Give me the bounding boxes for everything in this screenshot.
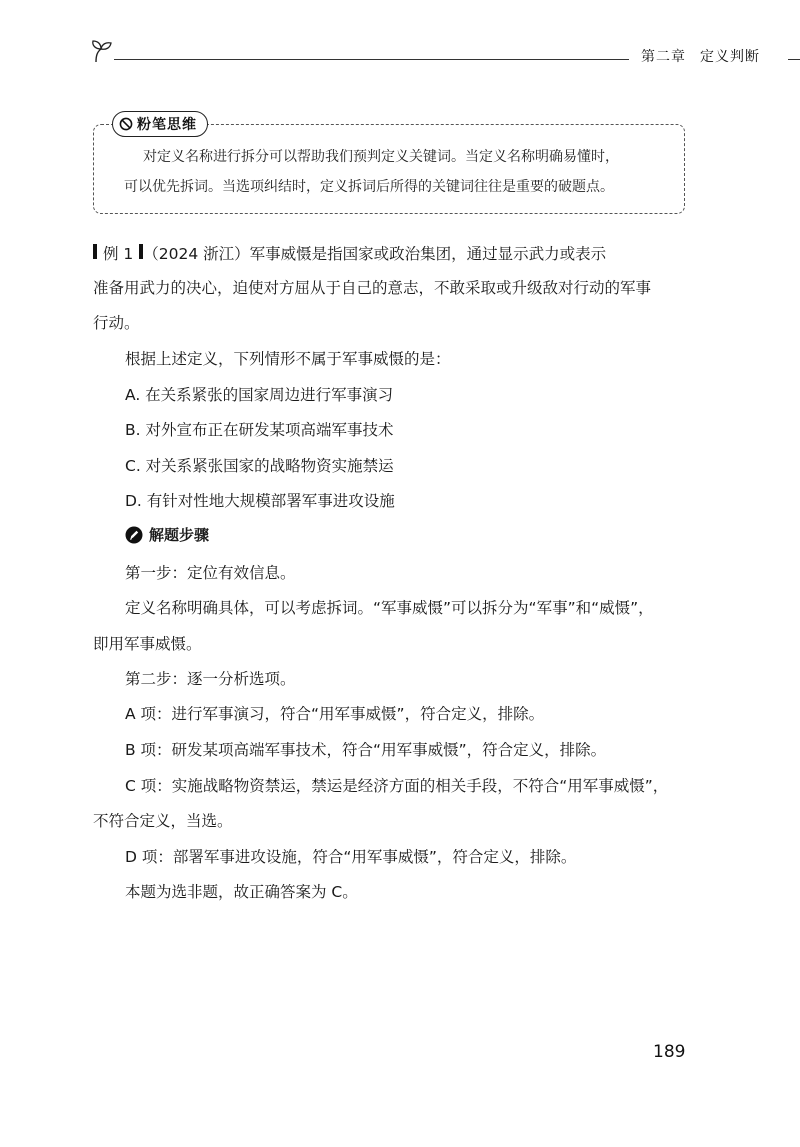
tip-badge-label: 粉笔思维	[137, 117, 197, 133]
chapter-number: 第二章	[641, 49, 686, 65]
section-name: 定义判断	[700, 49, 760, 65]
solution-line: C 项：实施战略物资禁运，禁运是经济方面的相关手段，不符合“用军事威慑”，	[125, 777, 669, 795]
option-d: D. 有针对性地大规模部署军事进攻设施	[125, 492, 395, 510]
tip-line: 对定义名称进行拆分可以帮助我们预判定义关键词。当定义名称明确易懂时，	[143, 149, 619, 165]
example-stem-line-3: 行动。	[93, 314, 140, 332]
example-label: 例 1	[93, 242, 143, 264]
label-bar-left	[93, 244, 97, 259]
solution-line: 本题为选非题，故正确答案为 C。	[125, 883, 358, 901]
tip-line: 可以优先拆词。当选项纠结时，定义拆词后所得的关键词往往是重要的破题点。	[124, 179, 614, 195]
example-stem-text: （2024 浙江）军事威慑是指国家或政治集团，通过显示武力或表示	[143, 245, 607, 263]
question-prompt: 根据上述定义，下列情形不属于军事威慑的是：	[125, 350, 451, 368]
chapter-title	[641, 46, 760, 66]
solution-line: 即用军事威慑。	[93, 635, 202, 653]
pen-icon	[125, 526, 143, 544]
solution-title: 解题步骤	[149, 526, 210, 544]
solution-line: A 项：进行军事演习，符合“用军事威慑”，符合定义，排除。	[125, 705, 545, 723]
example-stem-line-1	[93, 242, 606, 264]
option-b: B. 对外宣布正在研发某项高端军事技术	[125, 421, 394, 439]
header-rule-right	[788, 59, 800, 60]
header-rule-left	[114, 59, 629, 60]
running-header	[88, 38, 778, 78]
solution-line: 第一步：定位有效信息。	[125, 564, 296, 582]
solution-line: 不符合定义，当选。	[93, 812, 233, 830]
solution-heading	[125, 524, 209, 545]
solution-line: B 项：研发某项高端军事技术，符合“用军事威慑”，符合定义，排除。	[125, 741, 607, 759]
option-a: A. 在关系紧张的国家周边进行军事演习	[125, 386, 394, 404]
option-c: C. 对关系紧张国家的战略物资实施禁运	[125, 457, 394, 475]
page-number: 189	[653, 1042, 686, 1062]
tip-badge	[112, 111, 208, 137]
solution-line: 第二步：逐一分析选项。	[125, 670, 296, 688]
sprout-icon	[88, 38, 116, 66]
solution-line: 定义名称明确具体，可以考虑拆词。“军事威慑”可以拆分为“军事”和“威慑”，	[125, 599, 654, 617]
solution-line: D 项：部署军事进攻设施，符合“用军事威慑”，符合定义，排除。	[125, 848, 577, 866]
ban-icon	[119, 117, 133, 131]
example-stem-line-2: 准备用武力的决心，迫使对方屈从于自己的意志，不敢采取或升级敌对行动的军事	[93, 279, 652, 297]
tip-box	[93, 124, 685, 214]
